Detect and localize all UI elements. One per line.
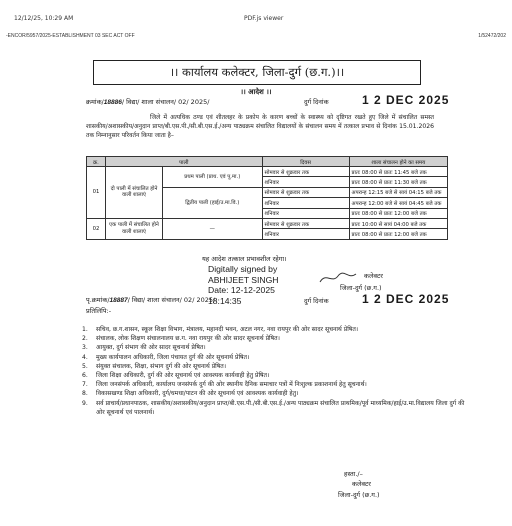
list-item: 6. जिला शिक्षा अधिकारी, दुर्ग की ओर सूचनार्थ एवं आवश्यक कार्यवाही हेतु प्रेषित। [82, 372, 270, 380]
col-sno: क्र. [87, 157, 106, 167]
browser-header [0, 0, 512, 30]
ref2-date-label: दुर्ग दिनांक [304, 297, 329, 305]
row2-desc: एक पाली में संचालित होने वाली शालाएं [106, 218, 163, 239]
row1-day-e: शनिवार [262, 208, 349, 218]
copy-list [82, 325, 466, 417]
table-row [87, 218, 448, 228]
row1-time-a: प्रातः 08:00 से प्रातः 11:45 बजे तक [349, 167, 447, 177]
footer-district: जिला-दुर्ग (छ.ग.) [338, 491, 380, 499]
table-row [87, 167, 448, 177]
footer-signed: हस्ता./– [344, 470, 363, 478]
row2-time-b: प्रातः 08:00 से प्रातः 12:00 बजे तक [349, 229, 447, 239]
ref1-date-stamp: 1 2 DEC 2025 [362, 93, 450, 107]
row1-day-a: सोमवार से शुक्रवार तक [262, 167, 349, 177]
signature-designation: कलेक्टर [364, 272, 383, 280]
row1-time-d: अपरान्ह 12:00 बजे से सायं 04:45 बजे तक [349, 198, 447, 208]
row2-day-b: शनिवार [262, 229, 349, 239]
schedule-table [86, 156, 448, 240]
ref1-number: 18886 [103, 99, 122, 106]
signature-line-1: Digitally signed by [208, 264, 278, 274]
list-item: 4. मुख्य कार्यपालन अधिकारी, जिला पंचायत दुर्ग की ओर सूचनार्थ प्रेषित। [82, 353, 250, 361]
row1-sno: 01 [87, 167, 106, 219]
row1-time-b: प्रातः 08:00 से प्रातः 11:30 बजे तक [349, 177, 447, 187]
row1-time-c: अपरान्ह 12:15 बजे से सायं 04:15 बजे तक [349, 187, 447, 197]
reference-line-2 [86, 296, 215, 306]
ref1-prefix: क्रमांक/ [86, 98, 104, 106]
digital-signature [208, 264, 279, 306]
list-item: 8. विकासखण्ड शिक्षा अधिकारी, दुर्ग/धमधा/पाटन की ओर सूचनार्थ एवं आवश्यक कार्यवाही हेतु। [82, 390, 299, 398]
signature-line-4: 18:14:35 [208, 295, 242, 306]
order-heading: ।। आदेश ।। [240, 88, 272, 96]
order-paragraph: जिले में अत्यधिक ठण्ड एवं शीतलहर के प्रकोप के कारण बच्चों के स्वास्थ्य को दृष्टिगत रखते हुए जिले में संचालित समस्त शासकीय/अशासकीय/अनुदान प्राप्त/बी.एस.पी./सी.बी.एस.ई./अन्य पाठ्यक्रम संचालित विद्यालयों के संचालन समय में तत्काल प्रभाव से दिनांक 15.01.2026 तक निम्नानुसार परिवर्तन किया जाता है– [86, 114, 434, 140]
row2-sno: 02 [87, 218, 106, 239]
list-item: 5. संयुक्त संचालक, शिक्षा, संभाग दुर्ग की ओर सूचनार्थ प्रेषित। [82, 362, 227, 370]
row2-day-a: सोमवार से शुक्रवार तक [262, 218, 349, 228]
signature-line-3: Date: 12-12-2025 [208, 285, 275, 295]
ref2-suffix: / विद्या/ शाला संचालन/ 02/ 2025/ [127, 296, 216, 304]
signature-district: जिला-दुर्ग (छ.ग.) [340, 284, 382, 292]
row1-desc: दो पाली में संचालित होने वाली शालाएं [106, 167, 163, 219]
ref2-prefix: पृ.क्रमांक/ [86, 296, 110, 304]
col-day: दिवस [262, 157, 349, 167]
office-title: ।। कार्यालय कलेक्टर, जिला-दुर्ग (छ.ग.)।। [93, 60, 421, 85]
col-time: शाला संचालन होने का समय [349, 157, 447, 167]
reference-line-1 [86, 98, 209, 108]
doc-reference-right: 1/52472/202 [478, 33, 506, 39]
ref1-date-label: दुर्ग दिनांक [304, 98, 329, 106]
effective-note: यह आदेश तत्काल प्रभावशील रहेगा। [202, 255, 287, 263]
col-shift: पाली [106, 157, 263, 167]
list-item: 7. जिला जनसंपर्क अधिकारी, कार्यालय जनसंपर्क दुर्ग की ओर स्थानीय दैनिक समाचार पत्रों में निःशुल्क प्रकाशनार्थ हेतु सूचनार्थ। [82, 381, 367, 389]
footer-designation: कलेक्टर [352, 480, 371, 488]
timestamp: 12/12/25, 10:29 AM [14, 15, 74, 22]
table-header-row [87, 157, 448, 167]
list-item: 9. सर्व प्राचार्य/प्रधानपाठक, शासकीय/अशासकीय/अनुदान प्राप्त/बी.एस.पी./सी.बी.एस.ई./अन्य पाठ्यक्रम संचालित प्राथमिक/पूर्व माध्यमिक/हाई/उ.मा.विद्यालय जिला दुर्ग की ओर सूचनार्थ एवं पालनार्थ। [82, 399, 465, 416]
row2-time-a: प्रातः 10:00 से सायं 04:00 बजे तक [349, 218, 447, 228]
list-item: 3. आयुक्त, दुर्ग संभाग की ओर सादर सूचनार्थ प्रेषित। [82, 344, 206, 352]
list-item: 2. संचालक, लोक शिक्षण संचालनालय छ.ग. नवा रायपुर की ओर सादर सूचनार्थ प्रेषित। [82, 335, 280, 343]
signature-line-2: ABHIJEET SINGH [208, 274, 279, 285]
row1-shift1: प्रथम पाली (प्राथ. एवं पू.मा.) [163, 167, 263, 188]
row1-day-d: शनिवार [262, 198, 349, 208]
row1-shift2: द्वितीय पाली (हाई/उ.मा.वि.) [163, 187, 263, 218]
ref2-number: 18887 [109, 297, 128, 304]
ref1-suffix: / विद्या/ शाला संचालन/ 02/ 2025/ [121, 98, 210, 106]
ref2-date-stamp: 1 2 DEC 2025 [362, 292, 450, 306]
row1-day-b: शनिवार [262, 177, 349, 187]
copy-to-label: प्रतिलिपि:- [86, 307, 112, 315]
row2-shift: — [163, 218, 263, 239]
viewer-title: PDF.js viewer [244, 15, 284, 22]
row1-time-e: प्रातः 08:00 से प्रातः 12:00 बजे तक [349, 208, 447, 218]
list-item: 1. सचिव, छ.ग.शासन, स्कूल शिक्षा विभाग, मंत्रालय, महानदी भवन, अटल नगर, नवा रायपुर की ओर सादर सूचनार्थ प्रेषित। [82, 326, 359, 333]
row1-day-c: सोमवार से शुक्रवार तक [262, 187, 349, 197]
doc-reference-left: -ENCOR/5957/2025-ESTABLISHMENT 03 SEC ACT OFF [6, 33, 135, 39]
